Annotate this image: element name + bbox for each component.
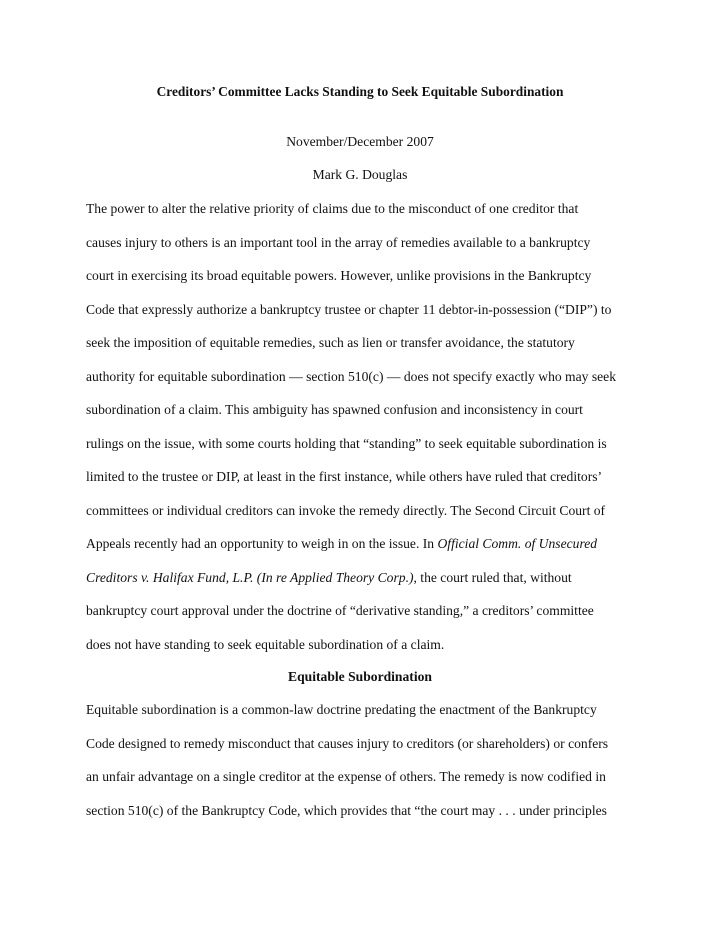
paragraph-line: seek the imposition of equitable remedies, such as lien or transfer avoidance, the statutory bbox=[86, 335, 575, 350]
paragraph-line: authority for equitable subordination — section 510(c) — does not specify exactly who may seek bbox=[86, 368, 617, 384]
paragraph-line: limited to the trustee or DIP, at least in the first instance, while others have ruled that creditors’ bbox=[86, 469, 603, 484]
paragraph-line bbox=[86, 568, 646, 602]
line-text: Appeals recently had an opportunity to weigh in on the issue. In bbox=[86, 536, 438, 551]
author-name: Mark G. Douglas bbox=[312, 167, 408, 182]
paragraph-line: subordination of a claim. This ambiguity has spawned confusion and inconsistency in court bbox=[86, 402, 583, 417]
paragraph-line: committees or individual creditors can invoke the remedy directly. The Second Circuit Court of bbox=[86, 502, 606, 518]
paragraph-line: an unfair advantage on a single creditor at the expense of others. The remedy is now codified in bbox=[86, 769, 606, 784]
paragraph-line: causes injury to others is an important tool in the array of remedies available to a bankruptcy bbox=[86, 234, 591, 250]
section-paragraph bbox=[86, 700, 646, 834]
document-title: Creditors’ Committee Lacks Standing to Seek Equitable Subordination bbox=[156, 84, 564, 99]
publication-date: November/December 2007 bbox=[286, 134, 434, 149]
intro-paragraph bbox=[86, 199, 646, 668]
paragraph-line: bankruptcy court approval under the doctrine of “derivative standing,” a creditors’ committee bbox=[86, 603, 594, 618]
paragraph-line: The power to alter the relative priority of claims due to the misconduct of one creditor that bbox=[86, 201, 579, 216]
paragraph-line: Code that expressly authorize a bankruptcy trustee or chapter 11 debtor-in-possession (“DIP”) to bbox=[86, 301, 612, 317]
case-citation-italic: Creditors v. Halifax Fund, L.P. (In re Applied Theory Corp.) bbox=[86, 569, 414, 585]
line-text: , the court ruled that, without bbox=[413, 569, 572, 585]
section-heading: Equitable Subordination bbox=[288, 669, 432, 684]
paragraph-line: Equitable subordination is a common-law doctrine predating the enactment of the Bankruptcy bbox=[86, 702, 597, 717]
case-citation-italic: Official Comm. of Unsecured bbox=[437, 536, 598, 551]
paragraph-line: does not have standing to seek equitable subordination of a claim. bbox=[86, 636, 445, 652]
paragraph-line bbox=[86, 534, 646, 568]
paragraph-line: Code designed to remedy misconduct that causes injury to creditors (or shareholders) or confers bbox=[86, 735, 609, 751]
paragraph-line: section 510(c) of the Bankruptcy Code, which provides that “the court may . . . under principles bbox=[86, 802, 607, 818]
paragraph-line: rulings on the issue, with some courts holding that “standing” to seek equitable subordination is bbox=[86, 435, 607, 451]
paragraph-line: court in exercising its broad equitable powers. However, unlike provisions in the Bankruptcy bbox=[86, 268, 592, 283]
